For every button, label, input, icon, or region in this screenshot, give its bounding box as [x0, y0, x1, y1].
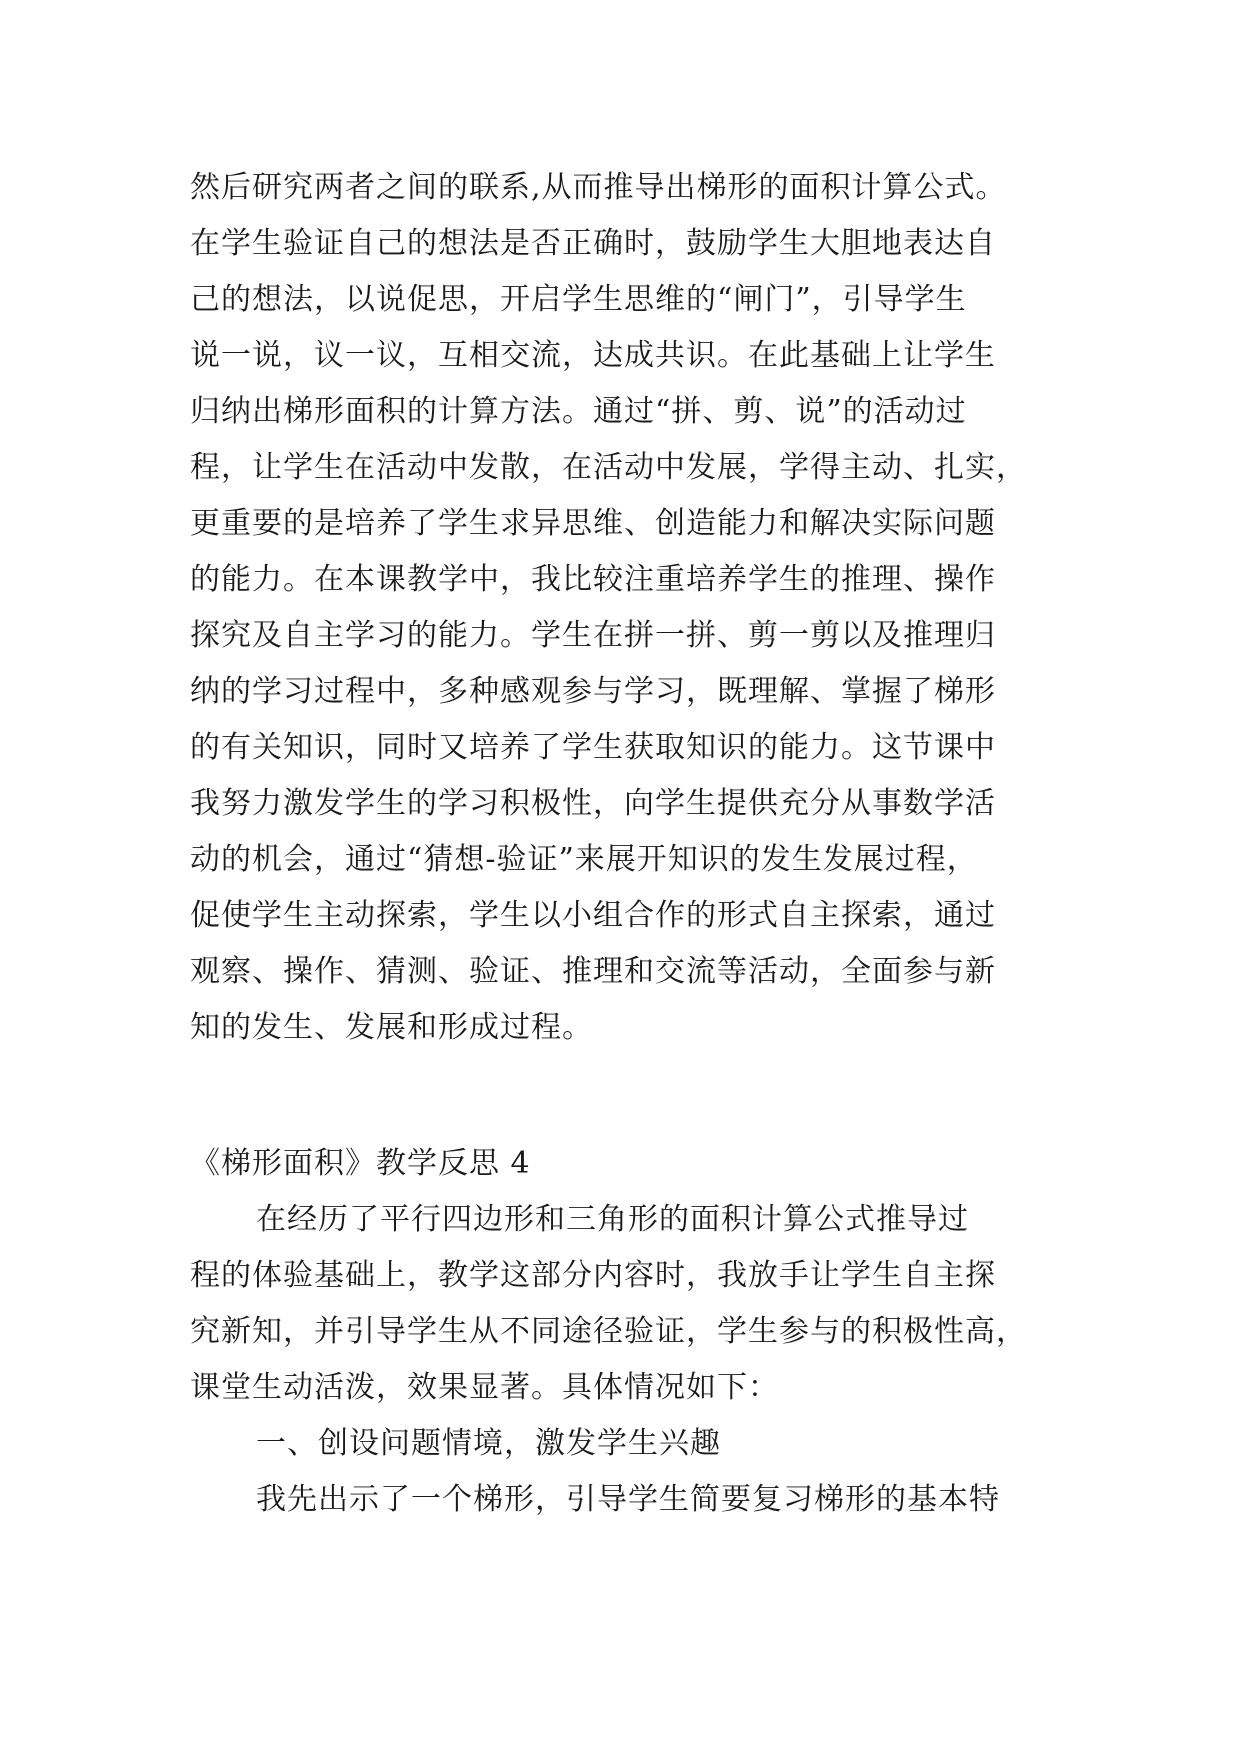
text-line: 己的想法，以说促思，开启学生思维的“闸门”，引导学生	[190, 282, 967, 317]
text-line: 的能力。在本课教学中，我比较注重培养学生的推理、操作	[190, 562, 996, 597]
document-body	[190, 160, 1090, 1528]
section-spacer	[190, 1056, 1090, 1136]
text-line: 在学生验证自己的想法是否正确时，鼓励学生大胆地表达自	[190, 226, 996, 261]
section-title: 《梯形面积》教学反思 4	[190, 1146, 531, 1181]
text-line: 究新知，并引导学生从不同途径验证，学生参与的积极性高，	[190, 1314, 1027, 1349]
text-line: 更重要的是培养了学生求异思维、创造能力和解决实际问题	[190, 506, 996, 541]
text-line: 的有关知识，同时又培养了学生获取知识的能力。这节课中	[190, 730, 996, 765]
text-line: 说一说，议一议，互相交流，达成共识。在此基础上让学生	[190, 338, 996, 373]
text-line: 程，让学生在活动中发散，在活动中发展，学得主动、扎实，	[190, 450, 1027, 485]
text-line: 纳的学习过程中，多种感观参与学习，既理解、掌握了梯形	[190, 674, 996, 709]
text-line: 归纳出梯形面积的计算方法。通过“拼、剪、说”的活动过	[190, 394, 967, 429]
text-line: 然后研究两者之间的联系,从而推导出梯形的面积计算公式。	[190, 170, 1007, 205]
text-line: 促使学生主动探索，学生以小组合作的形式自主探索，通过	[190, 898, 996, 933]
text-line: 程的体验基础上，教学这部分内容时，我放手让学生自主探	[190, 1258, 996, 1293]
paragraph-3-line: 我先出示了一个梯形，引导学生简要复习梯形的基本特	[256, 1482, 1000, 1517]
text-line: 在经历了平行四边形和三角形的面积计算公式推导过	[256, 1202, 969, 1237]
text-line: 动的机会，通过“猜想-验证”来展开知识的发生发展过程，	[190, 842, 978, 877]
text-line: 课堂生动活泼，效果显著。具体情况如下：	[190, 1370, 779, 1405]
text-line: 探究及自主学习的能力。学生在拼一拼、剪一剪以及推理归	[190, 618, 996, 653]
text-line: 我努力激发学生的学习积极性，向学生提供充分从事数学活	[190, 786, 996, 821]
subheading: 一、创设问题情境，激发学生兴趣	[256, 1426, 721, 1461]
paragraph-1	[190, 160, 1090, 1056]
paragraph-2	[190, 1192, 1090, 1416]
text-line: 知的发生、发展和形成过程。	[190, 1010, 593, 1045]
text-line: 观察、操作、猜测、验证、推理和交流等活动，全面参与新	[190, 954, 996, 989]
